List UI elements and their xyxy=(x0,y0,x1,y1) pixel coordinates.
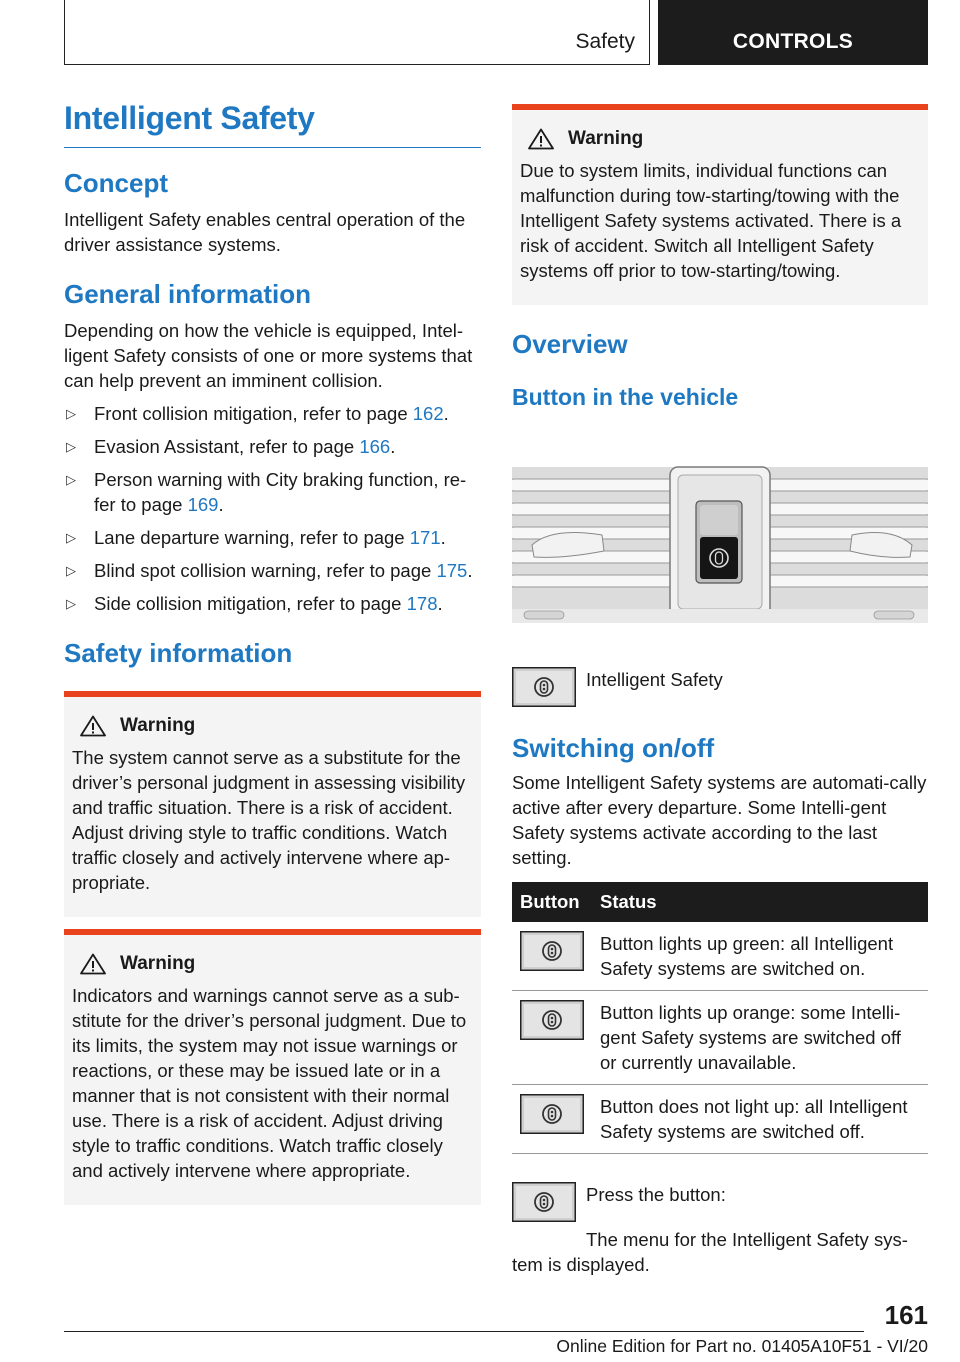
table-row xyxy=(512,1085,928,1154)
warning-triangle-icon xyxy=(528,128,554,150)
triangle-bullet-icon: ▷ xyxy=(66,596,76,611)
switching-heading: Switching on/off xyxy=(512,733,715,763)
button-in-vehicle-heading: Button in the vehicle xyxy=(512,384,739,410)
general-info-text: Depending on how the vehicle is equipped, Intel-ligent Safety consists of one or more systems that can help prevent an imminent collision. xyxy=(64,320,473,391)
warning-text: Due to system limits, individual functions can malfunction during tow-starting/towing with the Intelligent Safety systems activated. There is a risk of accident. Switch all Intelligent Safety systems off prior to tow-starting/towing. xyxy=(520,160,902,281)
page-link[interactable]: 169 xyxy=(187,494,219,515)
intelligent-safety-button-icon xyxy=(512,667,576,707)
list-item: ▷ Person warning with City braking function, re-fer to page 169. xyxy=(66,469,467,515)
concept-text: Intelligent Safety enables central operation of the driver assistance systems. xyxy=(64,209,466,255)
overview-heading: Overview xyxy=(512,329,628,359)
chapter-tab[interactable]: CONTROLS xyxy=(658,0,928,65)
list-item: ▷ Lane departure warning, refer to page 171. xyxy=(66,527,446,548)
warning-heading: Warning xyxy=(520,128,920,150)
triangle-bullet-icon: ▷ xyxy=(66,439,76,454)
status-table xyxy=(512,882,928,1154)
right-column xyxy=(512,104,928,1277)
table-row xyxy=(512,991,928,1085)
triangle-bullet-icon: ▷ xyxy=(66,406,76,421)
status-cell: Button lights up orange: some Intelli-gent Safety systems are switched off or currently unavailable. xyxy=(592,991,928,1085)
status-cell: Button lights up green: all Intelligent Safety systems are switched on. xyxy=(592,922,928,991)
warning-text: Indicators and warnings cannot serve as a sub-stitute for the driver’s personal judgment. Due to its limits, the system may not issue warnings or reactions, or these may be issued late or in a manner that is not consistent with their normal use. There is a risk of accident. Adjust driving style to traffic conditions. Watch traffic closely and actively intervene where appropriate. xyxy=(72,985,467,1181)
status-cell: Button does not light up: all Intelligent Safety systems are switched off. xyxy=(592,1085,928,1154)
switching-text: Some Intelligent Safety systems are automati-cally active after every departure. Some Intelli-gent Safety systems activate according to the last setting. xyxy=(512,772,927,868)
warning-triangle-icon xyxy=(80,953,106,975)
table-header-row xyxy=(512,882,928,922)
footer-edition: Online Edition for Part no. 01405A10F51 - VI/20 xyxy=(556,1336,928,1356)
section-title: Safety xyxy=(575,30,635,53)
list-item: ▷ Side collision mitigation, refer to page 178. xyxy=(66,593,443,614)
triangle-bullet-icon: ▷ xyxy=(66,530,76,545)
icon-caption-row xyxy=(512,667,928,707)
intelligent-safety-button-icon xyxy=(520,1000,584,1040)
header-frame xyxy=(64,0,650,65)
left-column xyxy=(64,100,481,1205)
warning-box xyxy=(64,691,481,917)
warning-triangle-icon xyxy=(80,715,106,737)
page-link[interactable]: 175 xyxy=(436,560,468,581)
footer-rule xyxy=(64,1331,864,1332)
warning-text: The system cannot serve as a substitute for the driver’s personal judgment in assessing visibility and traffic situation. There is a risk of accident. Adjust driving style to traffic conditions. Watch traffic closely and actively intervene where ap-propriate. xyxy=(72,747,466,893)
table-header-button: Button xyxy=(512,882,592,922)
warning-box xyxy=(512,104,928,305)
list-item: ▷ Evasion Assistant, refer to page 166. xyxy=(66,436,396,457)
triangle-bullet-icon: ▷ xyxy=(66,472,76,487)
triangle-bullet-icon: ▷ xyxy=(66,563,76,578)
warning-heading: Warning xyxy=(72,715,473,737)
page-link[interactable]: 178 xyxy=(406,593,438,614)
system-list xyxy=(64,401,481,616)
list-item: ▷ Blind spot collision warning, refer to page 175. xyxy=(66,560,473,581)
press-line: Press the button: xyxy=(586,1184,726,1205)
page-number: 161 xyxy=(884,1300,928,1330)
concept-heading: Concept xyxy=(64,168,168,198)
press-result: The menu for the Intelligent Safety sys-tem is displayed. xyxy=(512,1229,908,1275)
list-item: ▷ Front collision mitigation, refer to page 162. xyxy=(66,403,449,424)
page-link[interactable]: 162 xyxy=(412,403,444,424)
intelligent-safety-button-icon xyxy=(520,1094,584,1134)
warning-box xyxy=(64,929,481,1205)
warning-heading: Warning xyxy=(72,953,473,975)
page-title: Intelligent Safety xyxy=(64,100,481,148)
press-instruction xyxy=(512,1182,928,1277)
intelligent-safety-button-icon xyxy=(520,931,584,971)
table-row xyxy=(512,922,928,991)
vehicle-button-photo xyxy=(512,427,928,649)
page-link[interactable]: 166 xyxy=(359,436,391,457)
safety-info-heading: Safety information xyxy=(64,638,293,668)
page-link[interactable]: 171 xyxy=(409,527,441,548)
intelligent-safety-button-icon xyxy=(512,1182,576,1222)
icon-caption: Intelligent Safety xyxy=(586,669,723,690)
table-header-status: Status xyxy=(592,882,928,922)
general-info-heading: General information xyxy=(64,279,312,309)
